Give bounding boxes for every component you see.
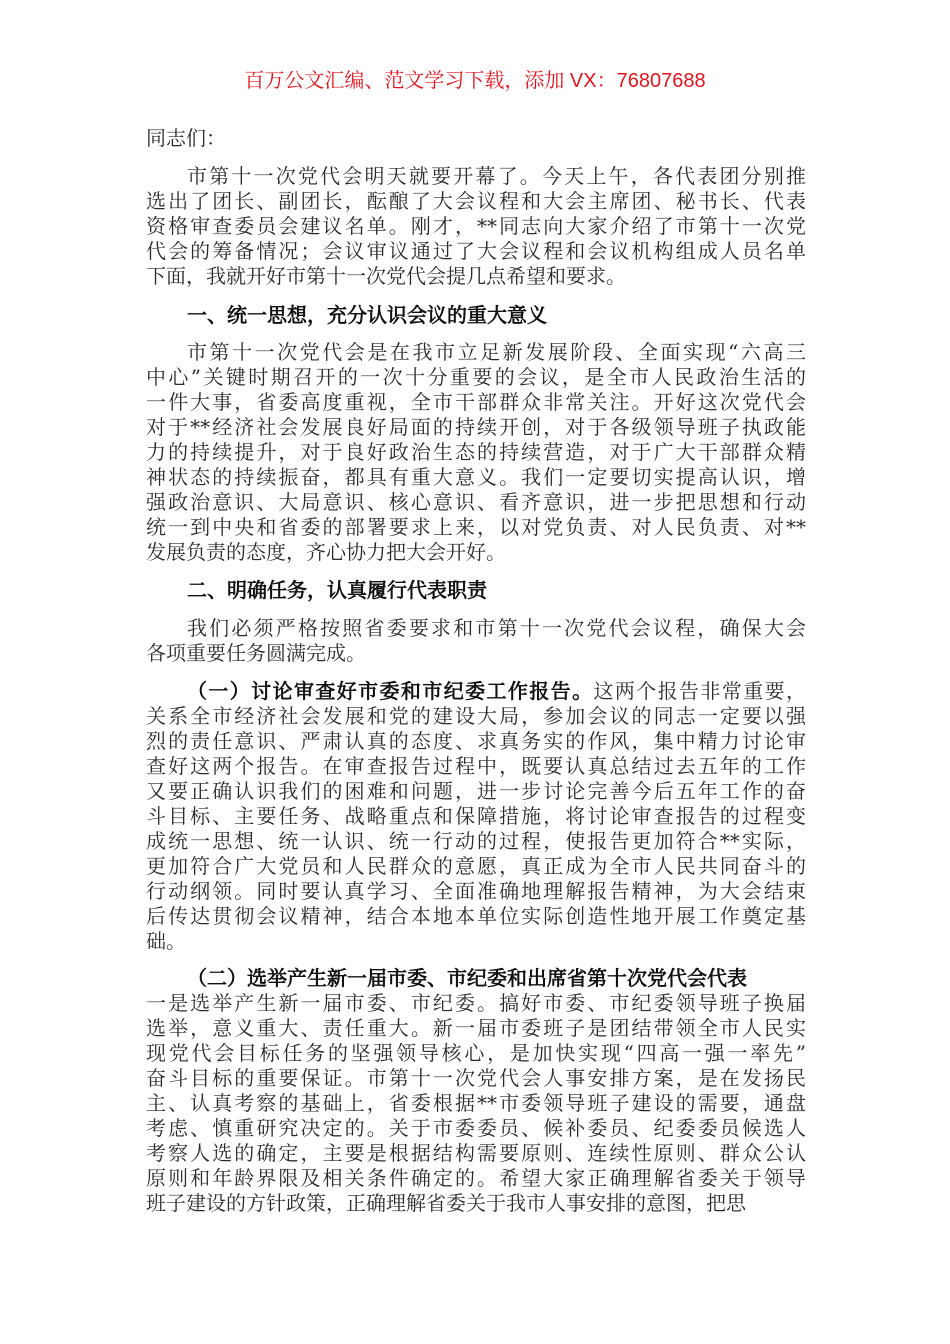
paragraph-line: 查好这两个报告。在审查报告过程中，既要认真总结过去五年的工作 [146, 754, 806, 778]
section-heading [146, 578, 806, 603]
paragraph [146, 616, 806, 666]
paragraph-line: 础。 [146, 929, 186, 953]
paragraph-line: 斗目标、主要任务、战略重点和保障措施，将讨论审查报告的过程变 [146, 804, 806, 828]
salutation: 同志们： [146, 126, 226, 150]
section-heading [146, 303, 806, 328]
paragraph-line: 选举，意义重大、责任重大。新一届市委班子是团结带领全市人民实 [146, 1016, 806, 1040]
paragraph-line [146, 966, 806, 991]
paragraph [146, 164, 806, 289]
paragraph-line: 资格审查委员会建议名单。刚才，**同志向大家介绍了市第十一次党 [146, 214, 806, 238]
paragraph-line: 关系全市经济社会发展和党的建设大局，参加会议的同志一定要以强 [146, 704, 806, 728]
paragraph [146, 966, 806, 1216]
paragraph-line: 成统一思想、统一认识、统一行动的过程，使报告更加符合**实际， [146, 829, 806, 853]
heading-text: 一、统一思想，充分认识会议的重大意义 [187, 303, 547, 327]
paragraph [146, 679, 806, 954]
paragraph-line: 各项重要任务圆满完成。 [146, 641, 366, 665]
paragraph-line: 一是选举产生新一届市委、市纪委。搞好市委、市纪委领导班子换届 [146, 991, 806, 1015]
paragraph-line: 市第十一次党代会明天就要开幕了。今天上午，各代表团分别推 [187, 164, 806, 188]
paragraph-line: 班子建设的方针政策，正确理解省委关于我市人事安排的意图，把思 [146, 1191, 746, 1215]
paragraph-line: 神状态的持续振奋，都具有重大意义。我们一定要切实提高认识，增 [146, 465, 806, 489]
paragraph-line: 代会的筹备情况；会议审议通过了大会议程和会议机构组成人员名单 [146, 239, 806, 263]
paragraph-line: 中心”关键时期召开的一次十分重要的会议，是全市人民政治生活的 [146, 365, 806, 389]
heading-text: 二、明确任务，认真履行代表职责 [187, 578, 487, 602]
paragraph-line: 对于**经济社会发展良好局面的持续开创，对于各级领导班子执政能 [146, 415, 806, 439]
paragraph-line: 我们必须严格按照省委要求和市第十一次党代会议程，确保大会 [187, 616, 806, 640]
paragraph-line: 统一到中央和省委的部署要求上来，以对党负责、对人民负责、对** [146, 515, 806, 539]
watermark-banner: 百万公文汇编、范文学习下载，添加 VX：76807688 [244, 70, 706, 92]
paragraph-line: 考虑、慎重研究决定的。关于市委委员、候补委员、纪委委员候选人 [146, 1116, 806, 1140]
paragraph-line: 行动纲领。同时要认真学习、全面准确地理解报告精神，为大会结束 [146, 879, 806, 903]
subsection-title: （一）讨论审查好市委和市纪委工作报告。 [187, 679, 594, 703]
paragraph-line: 奋斗目标的重要保证。市第十一次党代会人事安排方案，是在发扬民 [146, 1066, 806, 1090]
paragraph [146, 340, 806, 565]
paragraph-line: 力的持续提升，对于良好政治生态的持续营造，对于广大干部群众精 [146, 440, 806, 464]
paragraph-line: 原则和年龄界限及相关条件确定的。希望大家正确理解省委关于领导 [146, 1166, 806, 1190]
paragraph-line: 考察人选的确定，主要是根据结构需要原则、连续性原则、群众公认 [146, 1141, 806, 1165]
paragraph-line: 市第十一次党代会是在我市立足新发展阶段、全面实现“六高三 [187, 340, 806, 364]
paragraph-line: 更加符合广大党员和人民群众的意愿，真正成为全市人民共同奋斗的 [146, 854, 806, 878]
paragraph-line: 发展负责的态度，齐心协力把大会开好。 [146, 540, 506, 564]
paragraph-line: 选出了团长、副团长，酝酿了大会议程和大会主席团、秘书长、代表 [146, 189, 806, 213]
paragraph-line: 一件大事，省委高度重视，全市干部群众非常关注。开好这次党代会 [146, 390, 806, 414]
paragraph-line: 下面，我就开好市第十一次党代会提几点希望和要求。 [146, 264, 626, 288]
paragraph-line: 又要正确认识我们的困难和问题，进一步讨论完善今后五年工作的奋 [146, 779, 806, 803]
paragraph-line: 强政治意识、大局意识、核心意识、看齐意识，进一步把思想和行动 [146, 490, 806, 514]
paragraph-line: 现党代会目标任务的坚强领导核心，是加快实现“四高一强一率先” [146, 1041, 806, 1065]
paragraph-line [146, 679, 806, 704]
paragraph-line: 烈的责任意识、严肃认真的态度、求真务实的作风，集中精力讨论审 [146, 729, 806, 753]
subsection-title: （二）选举产生新一届市委、市纪委和出席省第十次党代会代表 [187, 966, 747, 990]
paragraph-line: 后传达贯彻会议精神，结合本地本单位实际创造性地开展工作奠定基 [146, 904, 806, 928]
paragraph-line: 主、认真考察的基础上，省委根据**市委领导班子建设的需要，通盘 [146, 1091, 806, 1115]
line-text: 这两个报告非常重要， [593, 679, 807, 703]
